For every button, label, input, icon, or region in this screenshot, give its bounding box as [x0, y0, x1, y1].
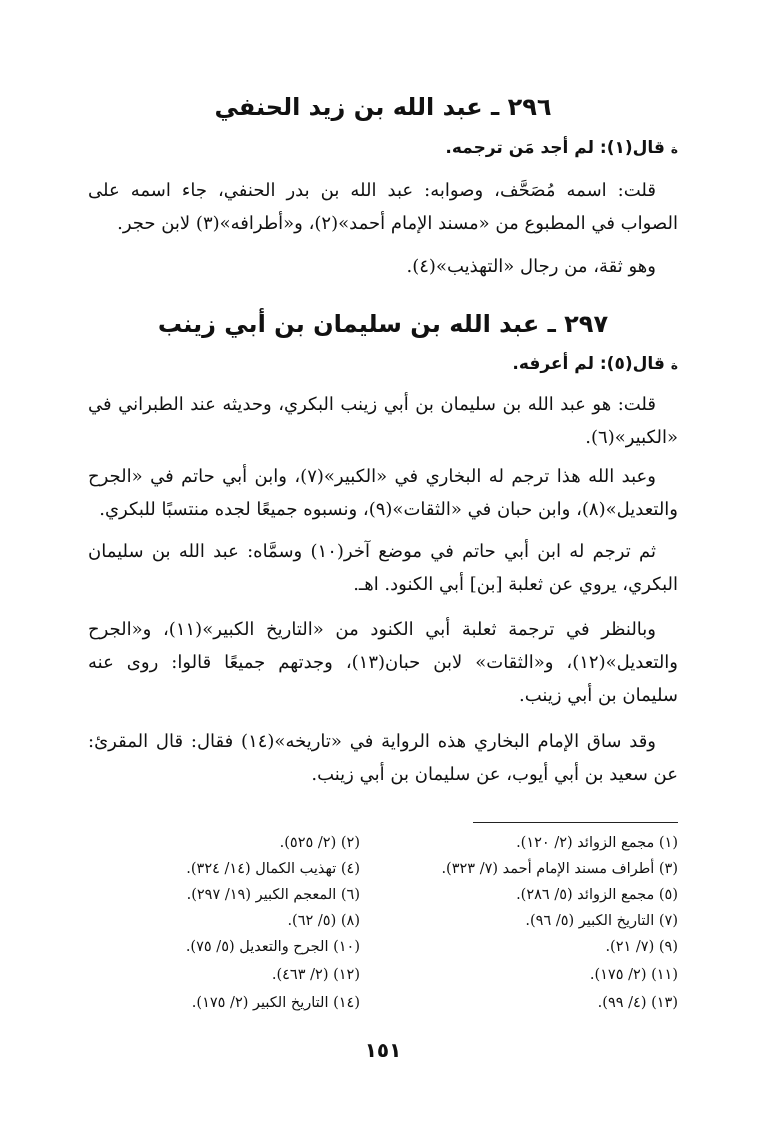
- entry-296-heading: ٢٩٦ ـ عبد الله بن زيد الحنفي: [214, 93, 552, 121]
- footnote-9: (٩) (٧/ ٢١).: [605, 939, 678, 955]
- entry-297-para-4: وبالنظر في ترجمة ثعلبة أبي الكنود من «التاريخ الكبير»(١١)، و«الجرح والتعديل»(١٢)، و«الثقات» لابن حبان(١٣)، وجدتهم جميعًا قالوا: روى عنه سليمان بن أبي زينب.: [88, 619, 678, 706]
- footnote-separator: [473, 822, 678, 823]
- entry-296-qal: قال(١): لم أجد مَن ترجمه.: [445, 138, 665, 158]
- entry-296-para-2: وهو ثقة، من رجال «التهذيب»(٤).: [406, 256, 656, 277]
- footnote-14: (١٤) التاريخ الكبير (٢/ ١٧٥).: [191, 995, 360, 1011]
- entry-296-qal-line: [88, 138, 678, 158]
- entry-296-para-1: قلت: اسمه مُصَحَّف، وصوابه: عبد الله بن بدر الحنفي، جاء اسمه على الصواب في المطبوع من «مسند الإمام أحمد»(٢)، و«أطرافه»(٣) لابن حجر.: [88, 180, 678, 234]
- footnote-1: (١) مجمع الزوائد (٢/ ١٢٠).: [516, 835, 678, 851]
- footnote-5: (٥) مجمع الزوائد (٥/ ٢٨٦).: [516, 887, 678, 903]
- footnote-3: (٣) أطراف مسند الإمام أحمد (٧/ ٣٢٣).: [441, 861, 678, 877]
- entry-297-para-3: ثم ترجم له ابن أبي حاتم في موضع آخر(١٠) وسمَّاه: عبد الله بن سليمان البكري، يروي عن ثعلبة [بن] أبي الكنود. اهـ.: [88, 541, 678, 595]
- footnote-10: (١٠) الجرح والتعديل (٥/ ٧٥).: [185, 939, 360, 955]
- footnote-13: (١٣) (٤/ ٩٩).: [597, 995, 678, 1011]
- footnote-2: (٢) (٢/ ٥٢٥).: [279, 835, 360, 851]
- entry-297-para-5: وقد ساق الإمام البخاري هذه الرواية في «تاريخه»(١٤) فقال: قال المقرئ: عن سعيد بن أبي أيوب، عن سليمان بن أبي زينب.: [88, 731, 678, 785]
- footnote-4: (٤) تهذيب الكمال (١٤/ ٣٢٤).: [186, 861, 360, 877]
- entry-297-para-1: قلت: هو عبد الله بن سليمان بن أبي زينب البكري، وحديثه عند الطبراني في «الكبير»(٦).: [88, 394, 678, 448]
- entry-296-marker: ة: [670, 142, 678, 156]
- footnote-7: (٧) التاريخ الكبير (٥/ ٩٦).: [525, 913, 678, 929]
- entry-297-qal: قال(٥): لم أعرفه.: [512, 354, 665, 374]
- footnote-11: (١١) (٢/ ١٧٥).: [589, 967, 678, 983]
- entry-297-heading: ٢٩٧ ـ عبد الله بن سليمان بن أبي زينب: [157, 310, 609, 338]
- entry-297-qal-line: [88, 354, 678, 374]
- page-number: ١٥١: [364, 1038, 402, 1062]
- entry-297-para-2: وعبد الله هذا ترجم له البخاري في «الكبير»(٧)، وابن أبي حاتم في «الجرح والتعديل»(٨)، وابن حبان في «الثقات»(٩)، ونسبوه جميعًا لجده منتسبًا للبكري.: [88, 466, 678, 520]
- entry-297-marker: ة: [670, 358, 678, 372]
- footnote-12: (١٢) (٢/ ٤٦٣).: [271, 967, 360, 983]
- footnote-8: (٨) (٥/ ٦٢).: [287, 913, 360, 929]
- footnote-6: (٦) المعجم الكبير (١٩/ ٢٩٧).: [186, 887, 360, 903]
